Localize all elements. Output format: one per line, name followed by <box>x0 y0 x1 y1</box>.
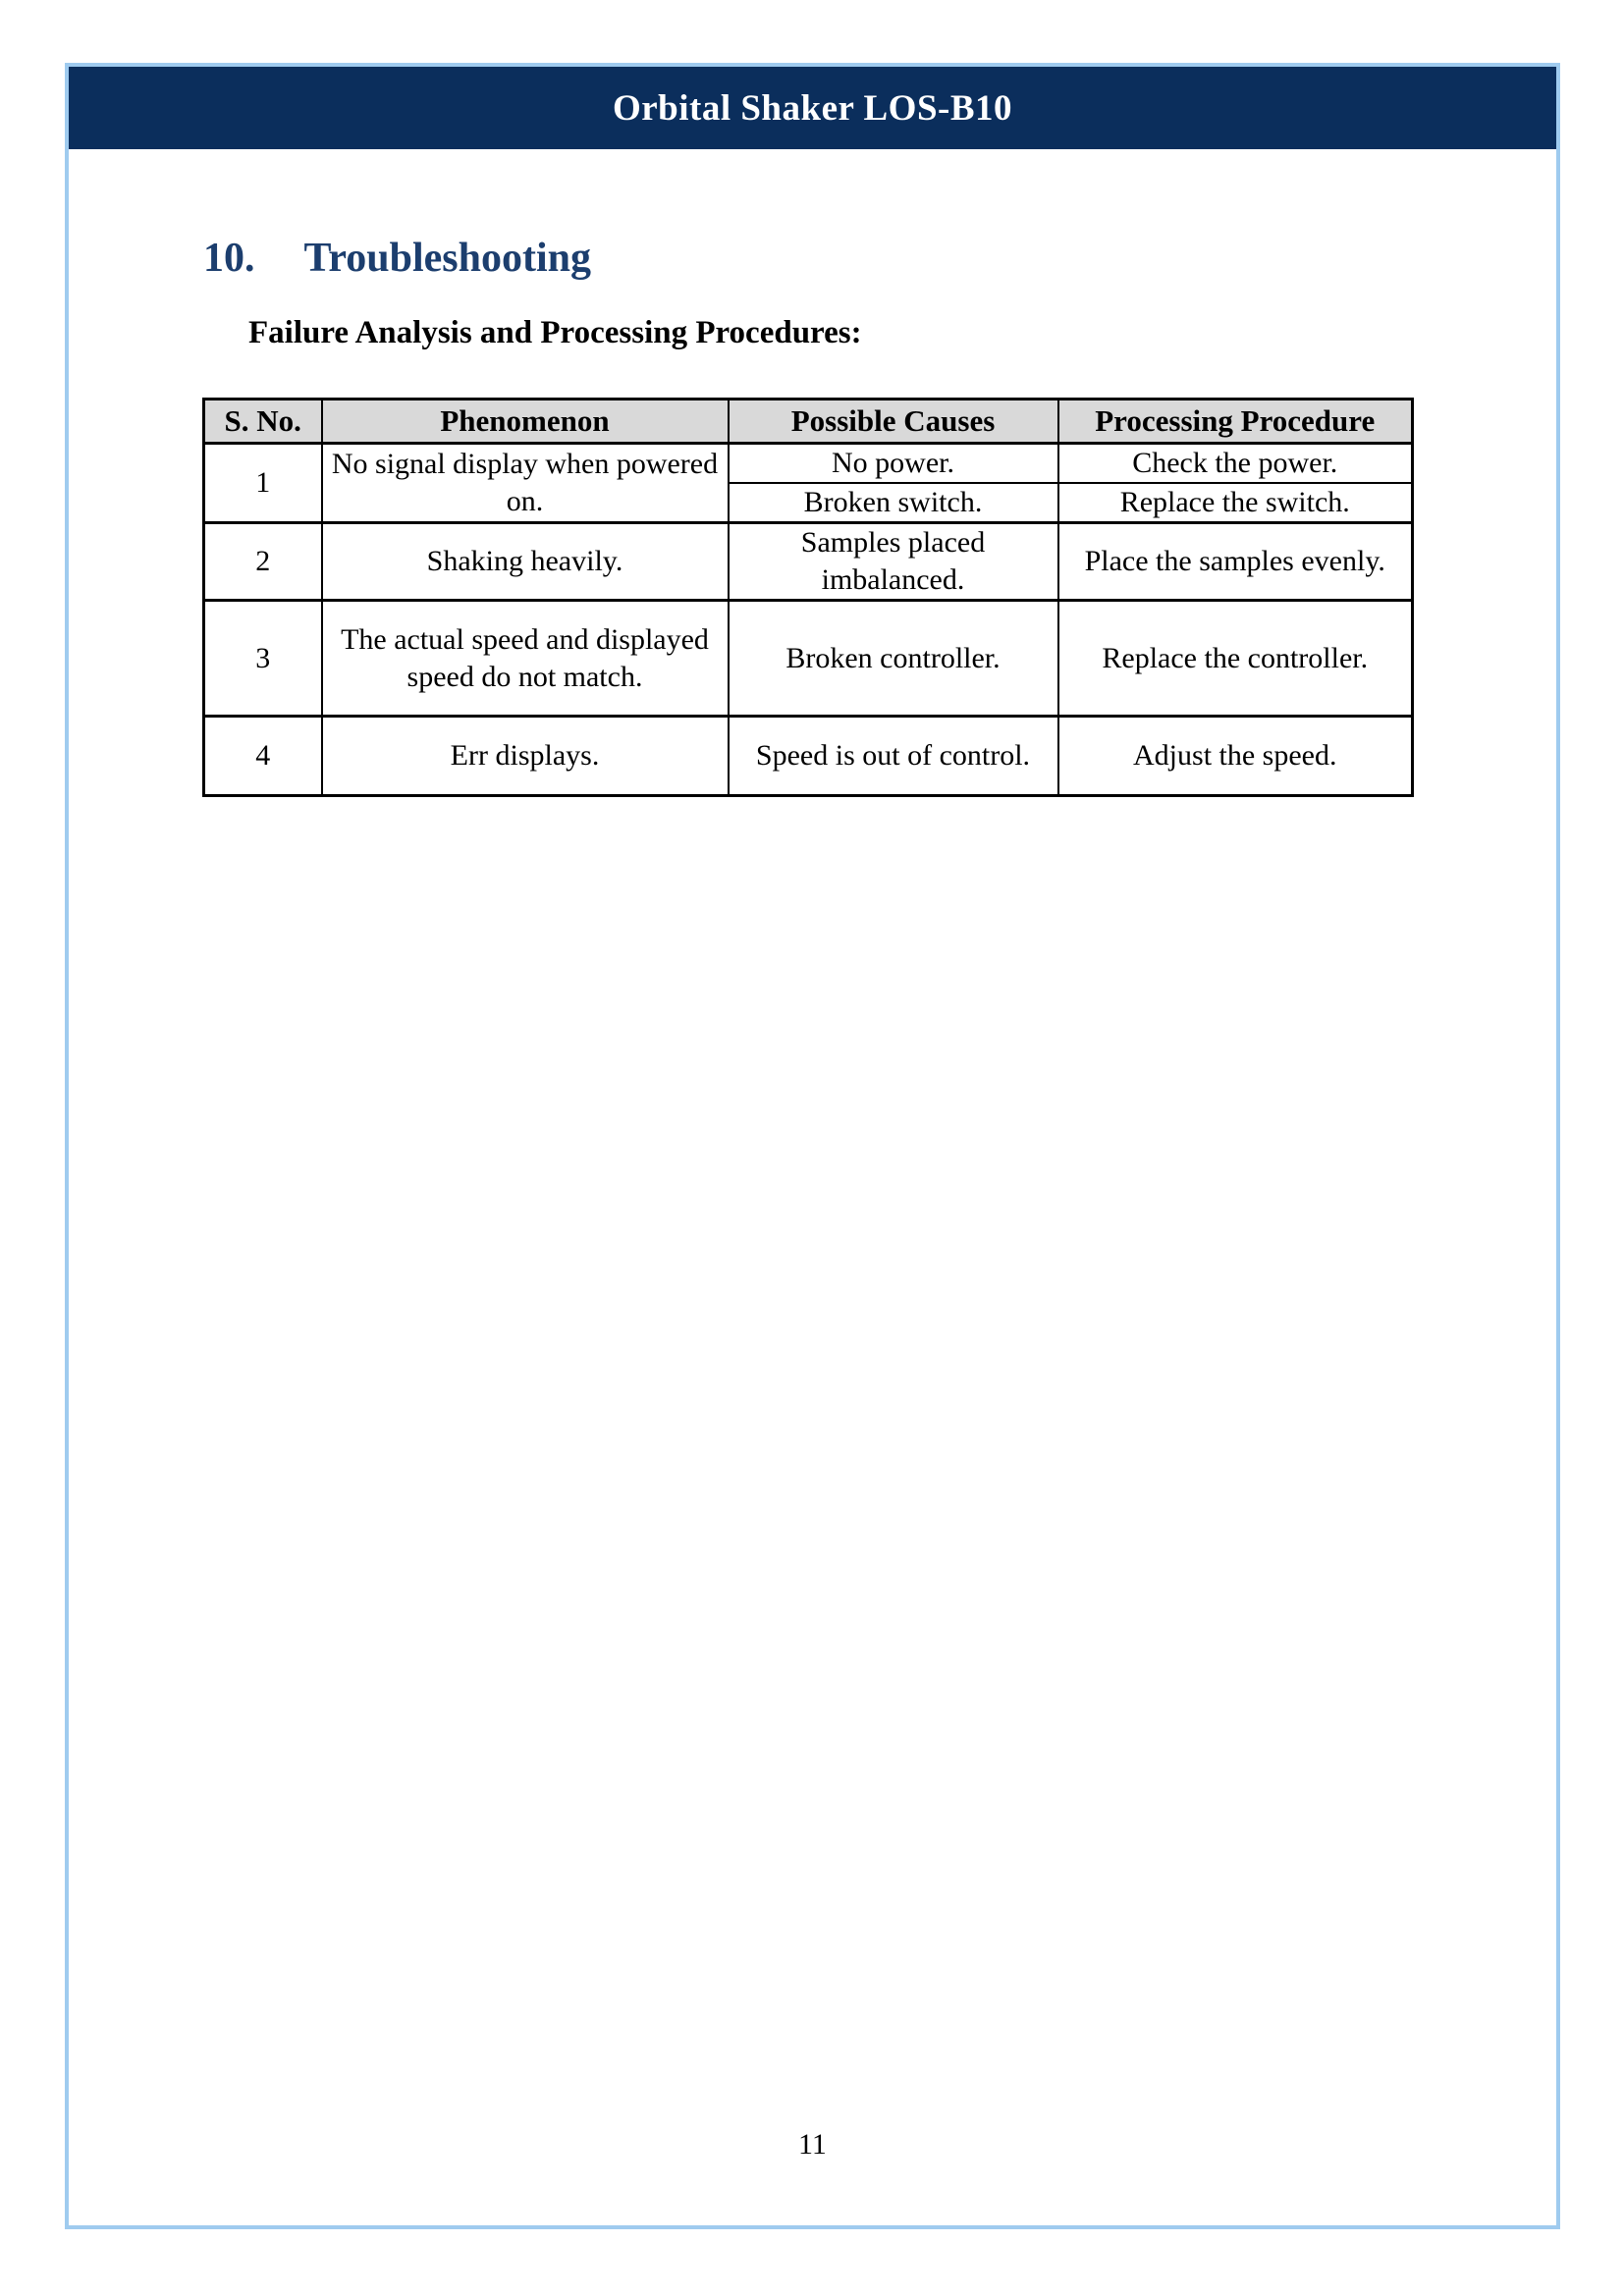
cell-procedure-2: Place the samples evenly. <box>1058 523 1413 601</box>
cell-phenomenon-1: No signal display when powered on. <box>322 444 729 523</box>
troubleshooting-table <box>202 398 1414 797</box>
document-title: Orbital Shaker LOS-B10 <box>612 87 1013 129</box>
column-header-causes: Possible Causes <box>729 400 1058 444</box>
cell-cause-1b: Broken switch. <box>729 483 1058 523</box>
column-header-sno: S. No. <box>204 400 322 444</box>
cell-phenomenon-4: Err displays. <box>322 717 729 796</box>
cell-sno-4: 4 <box>204 717 322 796</box>
cell-cause-3: Broken controller. <box>729 601 1058 717</box>
section-number: 10. <box>203 236 255 281</box>
cell-sno-1: 1 <box>204 444 322 523</box>
table-row <box>204 523 1413 601</box>
section-title: Troubleshooting <box>303 236 592 281</box>
cell-cause-1a: No power. <box>729 444 1058 484</box>
table-row <box>204 601 1413 717</box>
section-heading <box>203 234 591 283</box>
cell-procedure-4: Adjust the speed. <box>1058 717 1413 796</box>
cell-cause-4: Speed is out of control. <box>729 717 1058 796</box>
cell-phenomenon-2: Shaking heavily. <box>322 523 729 601</box>
cell-cause-2: Samples placed imbalanced. <box>729 523 1058 601</box>
cell-procedure-1a: Check the power. <box>1058 444 1413 484</box>
cell-sno-2: 2 <box>204 523 322 601</box>
page-number: 11 <box>798 2128 827 2161</box>
cell-sno-3: 3 <box>204 601 322 717</box>
document-header-band <box>69 67 1556 149</box>
cell-procedure-3: Replace the controller. <box>1058 601 1413 717</box>
table-header-row <box>204 400 1413 444</box>
table-row <box>204 444 1413 484</box>
table-row <box>204 717 1413 796</box>
cell-procedure-1b: Replace the switch. <box>1058 483 1413 523</box>
cell-phenomenon-3: The actual speed and displayed speed do not match. <box>322 601 729 717</box>
column-header-procedure: Processing Procedure <box>1058 400 1413 444</box>
page-frame <box>65 63 1560 2229</box>
column-header-phenomenon: Phenomenon <box>322 400 729 444</box>
table-caption: Failure Analysis and Processing Procedures: <box>248 315 862 350</box>
